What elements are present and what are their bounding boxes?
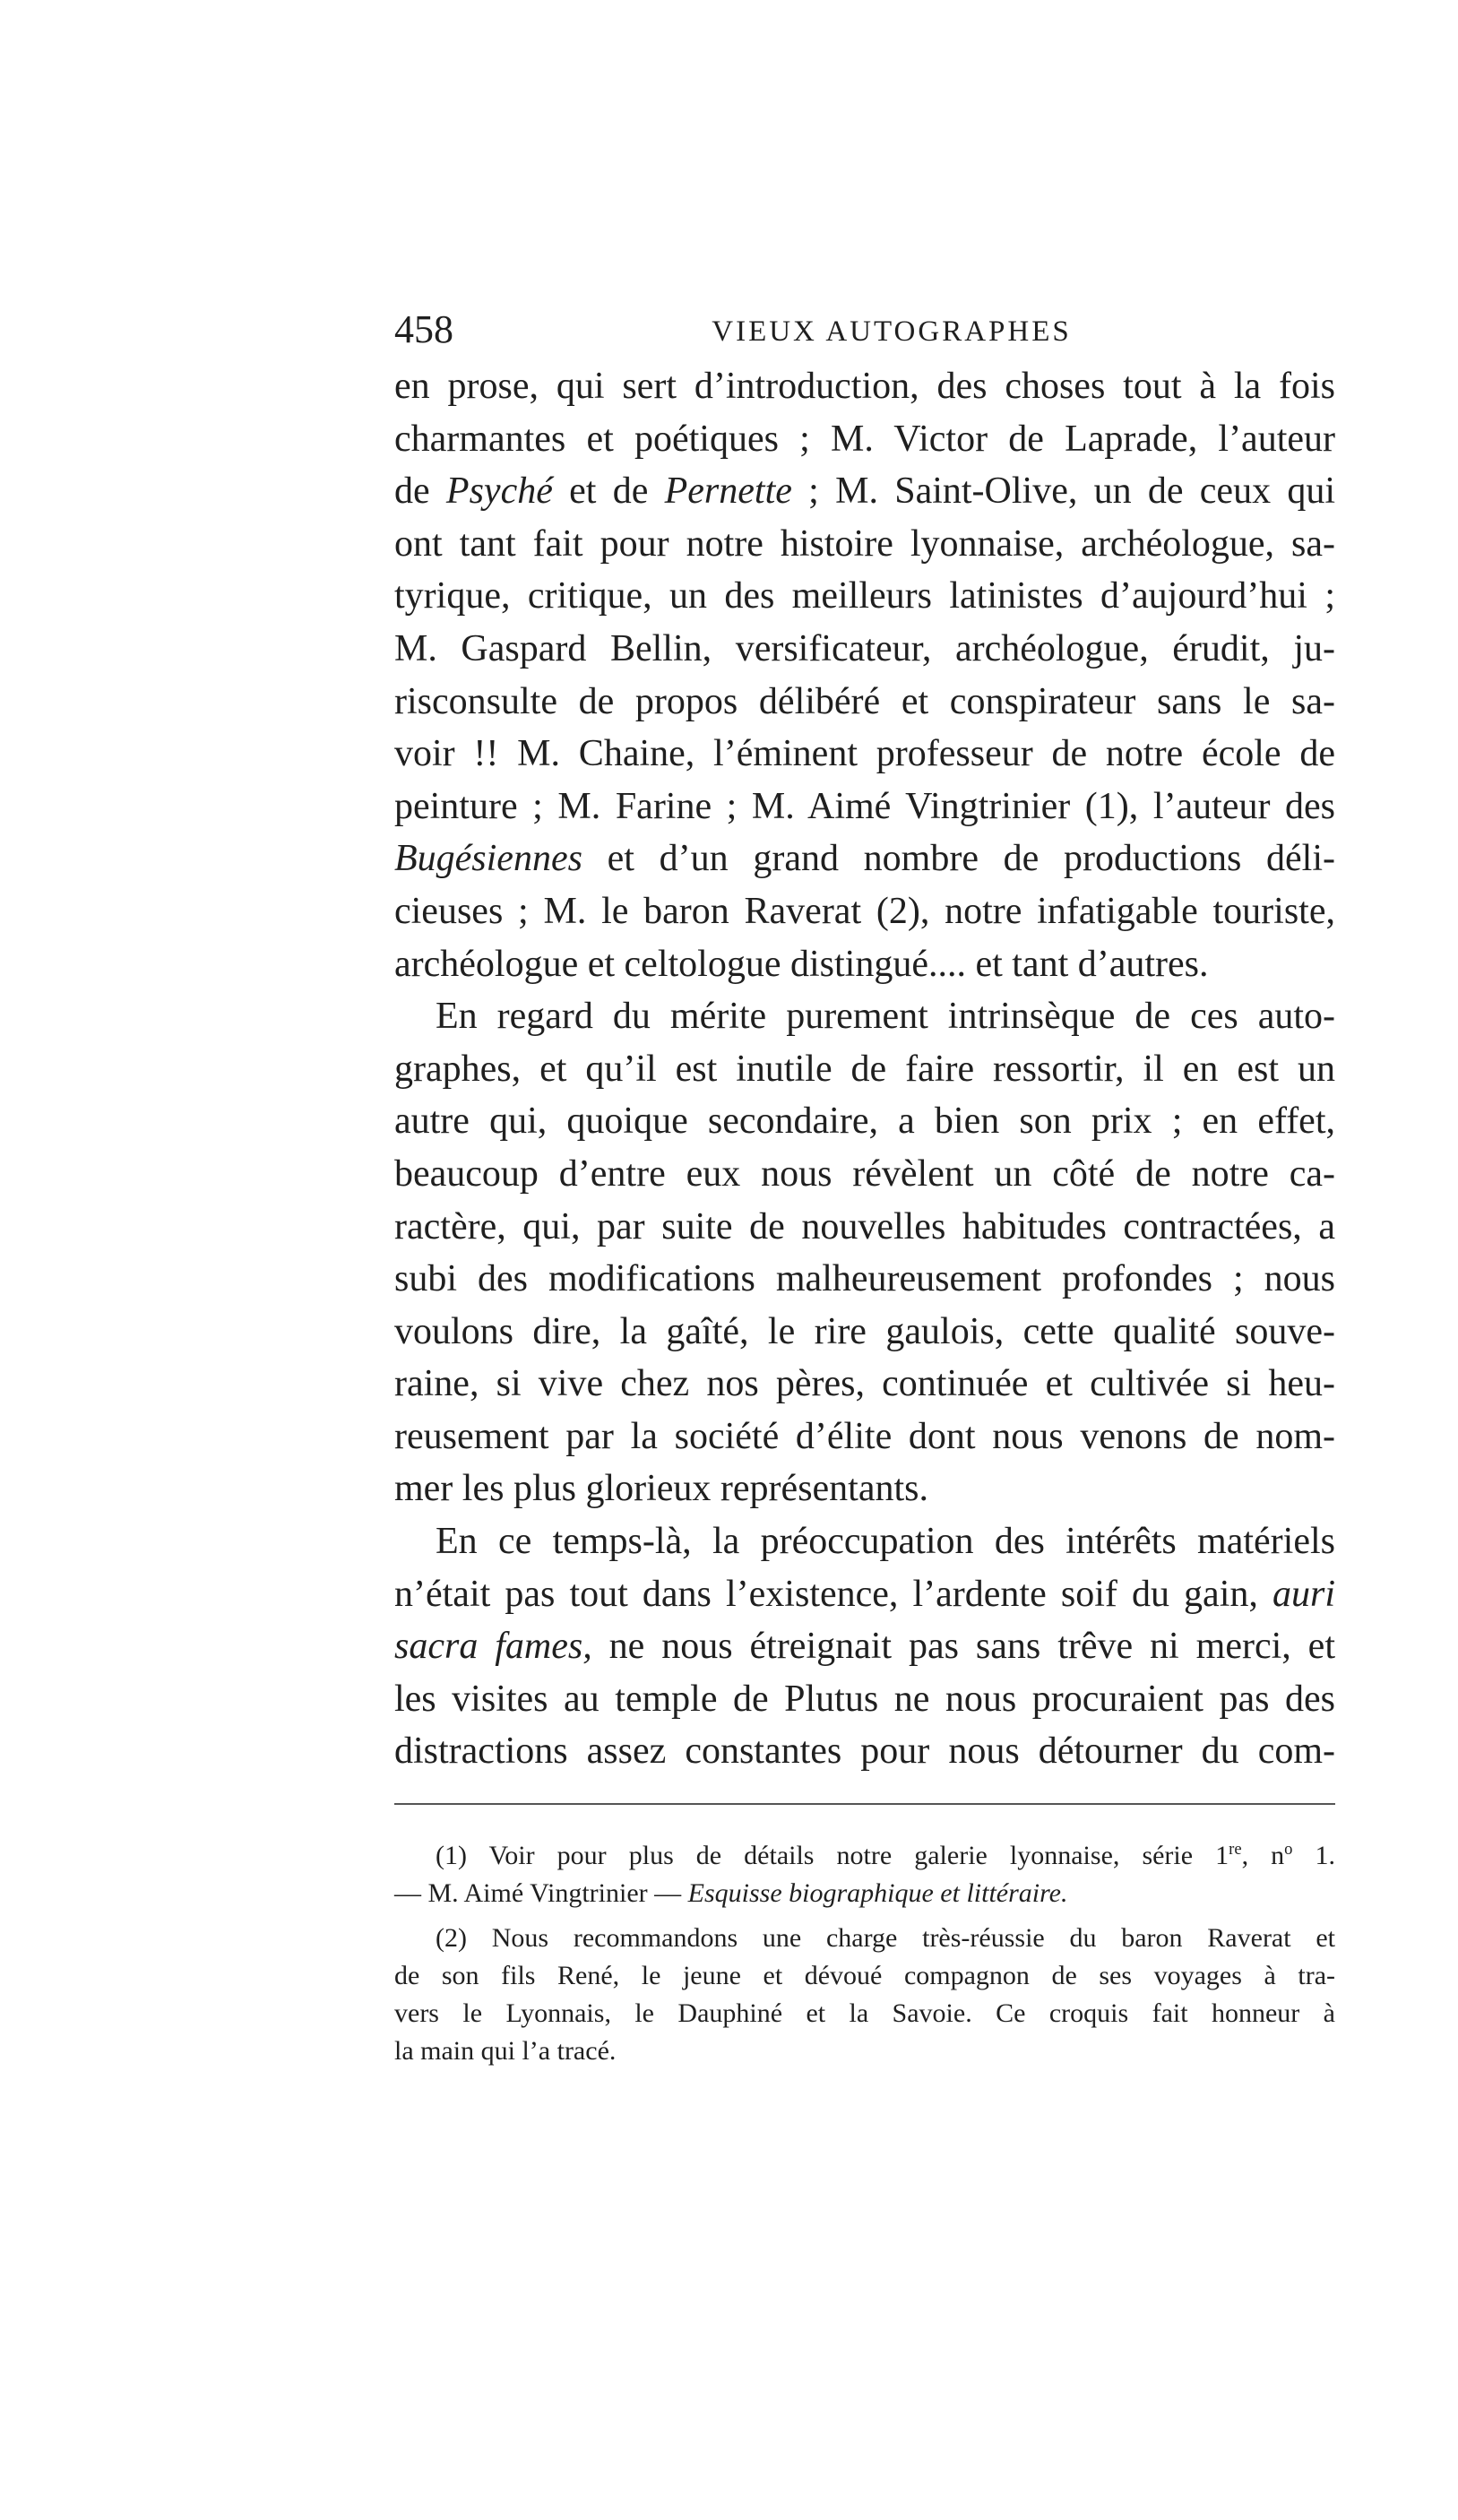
text-line: En ce temps-là, la préoccupation des intérêts matériels: [436, 1521, 1335, 1563]
latin-phrase: sacra fames,: [394, 1626, 592, 1668]
text-line: charmantes et poétiques ; M. Victor de Laprade, l’auteur: [394, 418, 1335, 460]
text-line: autre qui, quoique secondaire, a bien son prix ; en effet,: [394, 1100, 1335, 1143]
footnote-1: (1) Voir pour plus de détails notre galerie lyonnaise, série 1re, $n^o$ 1.: [436, 1840, 1336, 1870]
footnote-1-cont: — M. Aimé Vingtrinier — Esquisse biographique et littéraire.: [394, 1878, 1068, 1908]
text-line: En regard du mérite purement intrinsèque de ces auto-: [436, 996, 1335, 1038]
text-line: voir !! M. Chaine, l’éminent professeur de notre école de: [394, 733, 1335, 775]
text-line: risconsulte de propos délibéré et conspirateur sans le sa-: [394, 680, 1335, 722]
text-line: les visites au temple de Plutus ne nous procuraient pas des: [394, 1678, 1335, 1720]
text-line: de Psyché et de Pernette ; M. Saint-Olive, un de ceux qui: [394, 470, 1336, 513]
title-psyche: Psyché: [445, 470, 553, 513]
text-line: ractère, qui, par suite de nouvelles habitudes contractées, a: [394, 1205, 1335, 1247]
footnote-2-cont: vers le Lyonnais, le Dauphiné et la Savoie. Ce croquis fait honneur à: [394, 1998, 1335, 2028]
footnote-2-cont: de son fils René, le jeune et dévoué compagnon de ses voyages à tra-: [394, 1961, 1335, 1990]
text-line: subi des modifications malheureusement profondes ; nous: [394, 1258, 1335, 1300]
text-line: raine, si vive chez nos pères, continuée et cultivée si heu-: [394, 1363, 1335, 1405]
text-line: graphes, et qu’il est inutile de faire ressortir, il en est un: [394, 1048, 1335, 1090]
text-line: sacra fames, ne nous étreignait pas sans trêve ni merci, et: [394, 1626, 1335, 1668]
footnotes: [394, 1837, 1335, 2070]
text-line: M. Gaspard Bellin, versificateur, archéologue, érudit, ju-: [394, 627, 1335, 669]
text-line: beaucoup d’entre eux nous révèlent un côté de notre ca-: [394, 1152, 1335, 1195]
body-text: [394, 360, 1335, 1778]
text-line: mer les plus glorieux représentants.: [394, 1468, 928, 1510]
footnote-divider: [394, 1803, 1335, 1805]
page-number: 458: [394, 307, 453, 351]
running-title: VIEUX AUTOGRAPHES: [712, 315, 1072, 348]
text-line: en prose, qui sert d’introduction, des choses tout à la fois: [394, 366, 1335, 407]
latin-phrase: auri: [1272, 1573, 1335, 1615]
footnote-2: (2) Nous recommandons une charge très-réussie du baron Raverat et: [436, 1923, 1335, 1953]
page-header: [394, 303, 1335, 357]
text-line: peinture ; M. Farine ; M. Aimé Vingtrinier (1), l’auteur des: [394, 785, 1335, 827]
text-line: n’était pas tout dans l’existence, l’ardente soif du gain, auri: [394, 1573, 1335, 1615]
text-line: ont tant fait pour notre histoire lyonnaise, archéologue, sa-: [394, 522, 1335, 565]
title-bugesiennes: Bugésiennes: [394, 838, 582, 880]
text-line: archéologue et celtologue distingué.... et tant d’autres.: [394, 943, 1209, 985]
text-line: Bugésiennes et d’un grand nombre de productions déli-: [394, 838, 1335, 880]
text-line: reusement par la société d’élite dont nous venons de nom-: [394, 1415, 1335, 1457]
text-line: distractions assez constantes pour nous détourner du com-: [394, 1730, 1335, 1773]
text-line: voulons dire, la gaîté, le rire gaulois, cette qualité souve-: [394, 1310, 1335, 1352]
title-pernette: Pernette: [664, 470, 792, 513]
footnote-2-cont: la main qui l’a tracé.: [394, 2036, 617, 2066]
text-line: cieuses ; M. le baron Raverat (2), notre infatigable touriste,: [394, 890, 1335, 932]
text-line: tyrique, critique, un des meilleurs latinistes d’aujourd’hui ;: [394, 575, 1335, 617]
